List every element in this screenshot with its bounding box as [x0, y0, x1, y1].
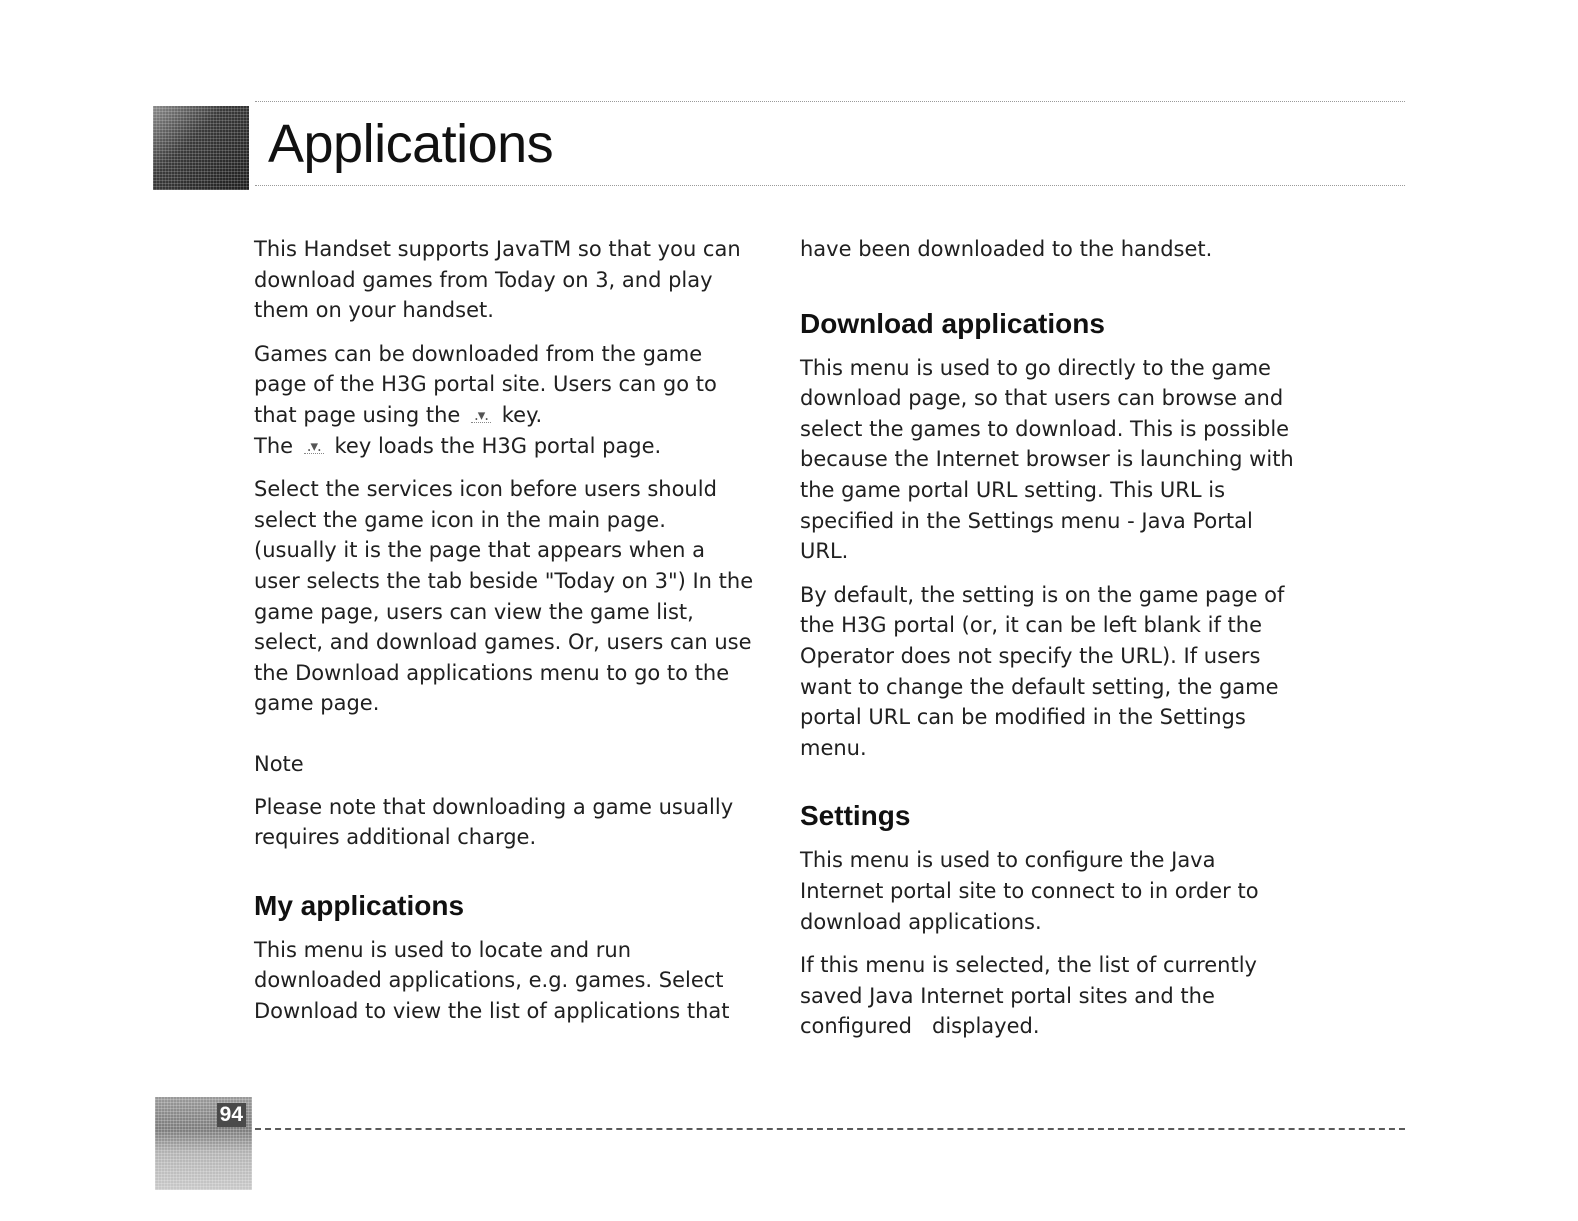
- games-paragraph: [254, 339, 754, 461]
- services-paragraph: Select the services icon before users should select the game icon in the main page. (usually it is the page that appears when a user selects the tab beside "Today on 3") In the game page, users can view the game list, select, and download games. Or, users can use the Download applications menu to go to the game page.: [254, 477, 754, 716]
- page-number: 94: [217, 1103, 246, 1127]
- my-applications-text: This menu is used to locate and run downloaded applications, e.g. games. Select Download to view the list of applications that: [254, 937, 730, 1023]
- games-text-4: key loads the H3G portal page.: [334, 433, 662, 458]
- intro-paragraph: This Handset supports JavaTM so that you can download games from Today on 3, and play them on your handset.: [254, 237, 741, 323]
- left-column: [254, 234, 754, 1039]
- settings-heading: Settings: [800, 800, 911, 832]
- header-decoration-block: [153, 106, 249, 190]
- page-title: Applications: [268, 114, 554, 174]
- note-label: Note: [254, 751, 304, 776]
- settings-list-text: If this menu is selected, the list of currently saved Java Internet portal sites and the configured displayed.: [800, 953, 1264, 1039]
- header-top-rule: [255, 101, 1405, 102]
- my-applications-heading: My applications: [254, 889, 465, 921]
- continued-text: have been downloaded to the handset.: [800, 237, 1213, 261]
- right-column: [800, 234, 1300, 1055]
- games-text-1: Games can be downloaded from the game page of the H3G portal site. Users can go to that page using the: [254, 341, 717, 427]
- portal-key-icon: .▾.: [471, 408, 491, 423]
- default-setting-text: By default, the setting is on the game page of the H3G portal (or, it can be left blank if the Operator does not specify the URL). If users want to change the default setting, the game portal URL can be modified in the Settings menu.: [800, 582, 1285, 760]
- settings-text: This menu is used to configure the Java Internet portal site to connect to in order to download applications.: [800, 848, 1259, 934]
- footer-rule: [255, 1128, 1405, 1130]
- page-number-box: [155, 1097, 252, 1190]
- portal-key-icon: .▾.: [304, 439, 324, 454]
- download-applications-text: This menu is used to go directly to the game download page, so that users can browse and select the games to download. This is possible because the Internet browser is launching with the game portal URL setting. This URL is specified in the Settings menu - Java Portal URL.: [800, 355, 1294, 564]
- note-text: Please note that downloading a game usually requires additional charge.: [254, 794, 734, 850]
- download-applications-heading: Download applications: [800, 307, 1105, 339]
- header-bottom-rule: [255, 185, 1405, 186]
- games-text-3: The: [254, 433, 294, 458]
- games-text-2: key.: [501, 402, 543, 427]
